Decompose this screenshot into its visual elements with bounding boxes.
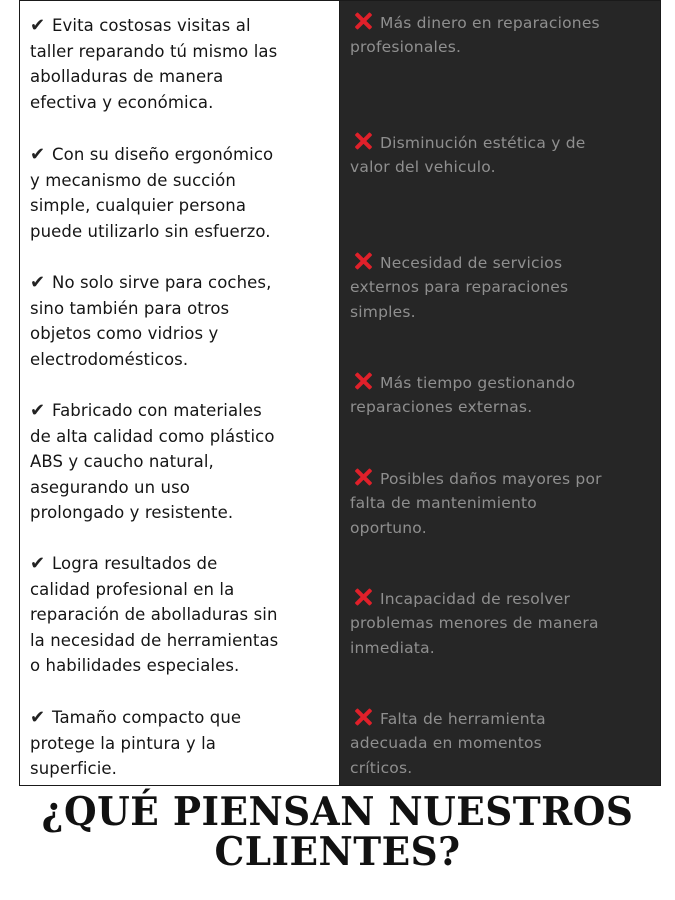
con-line: falta de mantenimiento	[350, 494, 537, 513]
pro-line: taller reparando tú mismo las	[30, 41, 278, 61]
con-item	[350, 467, 650, 540]
con-text: Más tiempo gestionando	[380, 374, 576, 392]
con-line	[350, 371, 650, 395]
cross-icon	[350, 251, 380, 270]
pro-line: prolongado y resistente.	[30, 503, 234, 523]
con-line: inmediata.	[350, 638, 435, 657]
con-text: Falta de herramienta	[380, 710, 546, 728]
comparison-table	[19, 0, 661, 786]
pro-line: y mecanismo de succión	[30, 170, 236, 190]
cross-icon	[350, 707, 380, 726]
con-line: oportuno.	[350, 518, 427, 537]
con-text: Necesidad de servicios	[380, 254, 563, 272]
pro-line: calidad profesional en la	[30, 579, 235, 599]
pro-line: abolladuras de manera	[30, 67, 224, 87]
con-line	[350, 467, 650, 491]
pro-item	[30, 705, 330, 782]
pro-line: la necesidad de herramientas	[30, 630, 279, 650]
pro-line: simple, cualquier persona	[30, 196, 247, 216]
pro-item	[30, 398, 330, 526]
con-text: Más dinero en reparaciones	[380, 14, 600, 32]
con-text: Disminución estética y de	[380, 134, 586, 152]
con-item	[350, 251, 650, 324]
check-icon: ✔	[30, 400, 46, 421]
pro-text: Con su diseño ergonómico	[52, 145, 274, 164]
pro-line: efectiva y económica.	[30, 92, 214, 112]
pro-item	[30, 551, 330, 679]
pro-text: Evita costosas visitas al	[52, 16, 251, 35]
pro-line: electrodomésticos.	[30, 349, 189, 369]
cross-icon	[350, 587, 380, 606]
pro-line: objetos como vidrios y	[30, 324, 219, 344]
pro-item	[30, 13, 330, 115]
pro-text: No solo sirve para coches,	[52, 273, 272, 292]
con-item	[350, 371, 650, 420]
cross-icon	[350, 467, 380, 486]
cross-icon	[350, 11, 380, 30]
con-line: adecuada en momentos	[350, 734, 542, 753]
pro-text: Fabricado con materiales	[52, 401, 262, 420]
section-heading	[14, 789, 662, 875]
pro-line	[30, 551, 330, 577]
pro-line: ABS y caucho natural,	[30, 452, 214, 472]
con-line: reparaciones externas.	[350, 398, 533, 417]
con-line: valor del vehiculo.	[350, 158, 496, 177]
pro-line	[30, 13, 330, 39]
heading-line-1: ¿QUÉ PIENSAN NUESTROS	[41, 789, 634, 835]
pros-column	[20, 1, 340, 785]
con-item	[350, 11, 650, 60]
cross-icon	[350, 371, 380, 390]
pro-line: superficie.	[30, 759, 118, 779]
con-line	[350, 587, 650, 611]
pro-line	[30, 398, 330, 424]
cons-column	[340, 1, 660, 785]
pro-line	[30, 142, 330, 168]
pro-item	[30, 142, 330, 244]
cross-icon	[350, 131, 380, 150]
pro-line	[30, 705, 330, 731]
con-line	[350, 11, 650, 35]
pro-line: o habilidades especiales.	[30, 656, 240, 676]
con-item	[350, 707, 650, 780]
con-item	[350, 587, 650, 660]
con-line: externos para reparaciones	[350, 278, 569, 297]
pro-line: protege la pintura y la	[30, 733, 217, 753]
check-icon: ✔	[30, 707, 46, 728]
check-icon: ✔	[30, 144, 46, 165]
con-item	[350, 131, 650, 180]
pro-line: sino también para otros	[30, 298, 230, 318]
con-line	[350, 131, 650, 155]
pro-text: Tamaño compacto que	[52, 708, 242, 727]
con-line	[350, 707, 650, 731]
con-line: problemas menores de manera	[350, 614, 599, 633]
con-line: profesionales.	[350, 38, 462, 57]
pro-item	[30, 270, 330, 372]
con-text: Posibles daños mayores por	[380, 470, 602, 488]
check-icon: ✔	[30, 15, 46, 36]
pro-line: de alta calidad como plástico	[30, 426, 275, 446]
con-line: críticos.	[350, 758, 413, 777]
pro-line: reparación de abolladuras sin	[30, 605, 278, 625]
con-line	[350, 251, 650, 275]
heading-line-2: CLIENTES?	[214, 829, 461, 875]
con-text: Incapacidad de resolver	[380, 590, 571, 608]
pro-line	[30, 270, 330, 296]
pro-line: puede utilizarlo sin esfuerzo.	[30, 221, 271, 241]
pro-text: Logra resultados de	[52, 554, 218, 573]
pro-line: asegurando un uso	[30, 477, 190, 497]
con-line: simples.	[350, 302, 416, 321]
check-icon: ✔	[30, 553, 46, 574]
check-icon: ✔	[30, 272, 46, 293]
